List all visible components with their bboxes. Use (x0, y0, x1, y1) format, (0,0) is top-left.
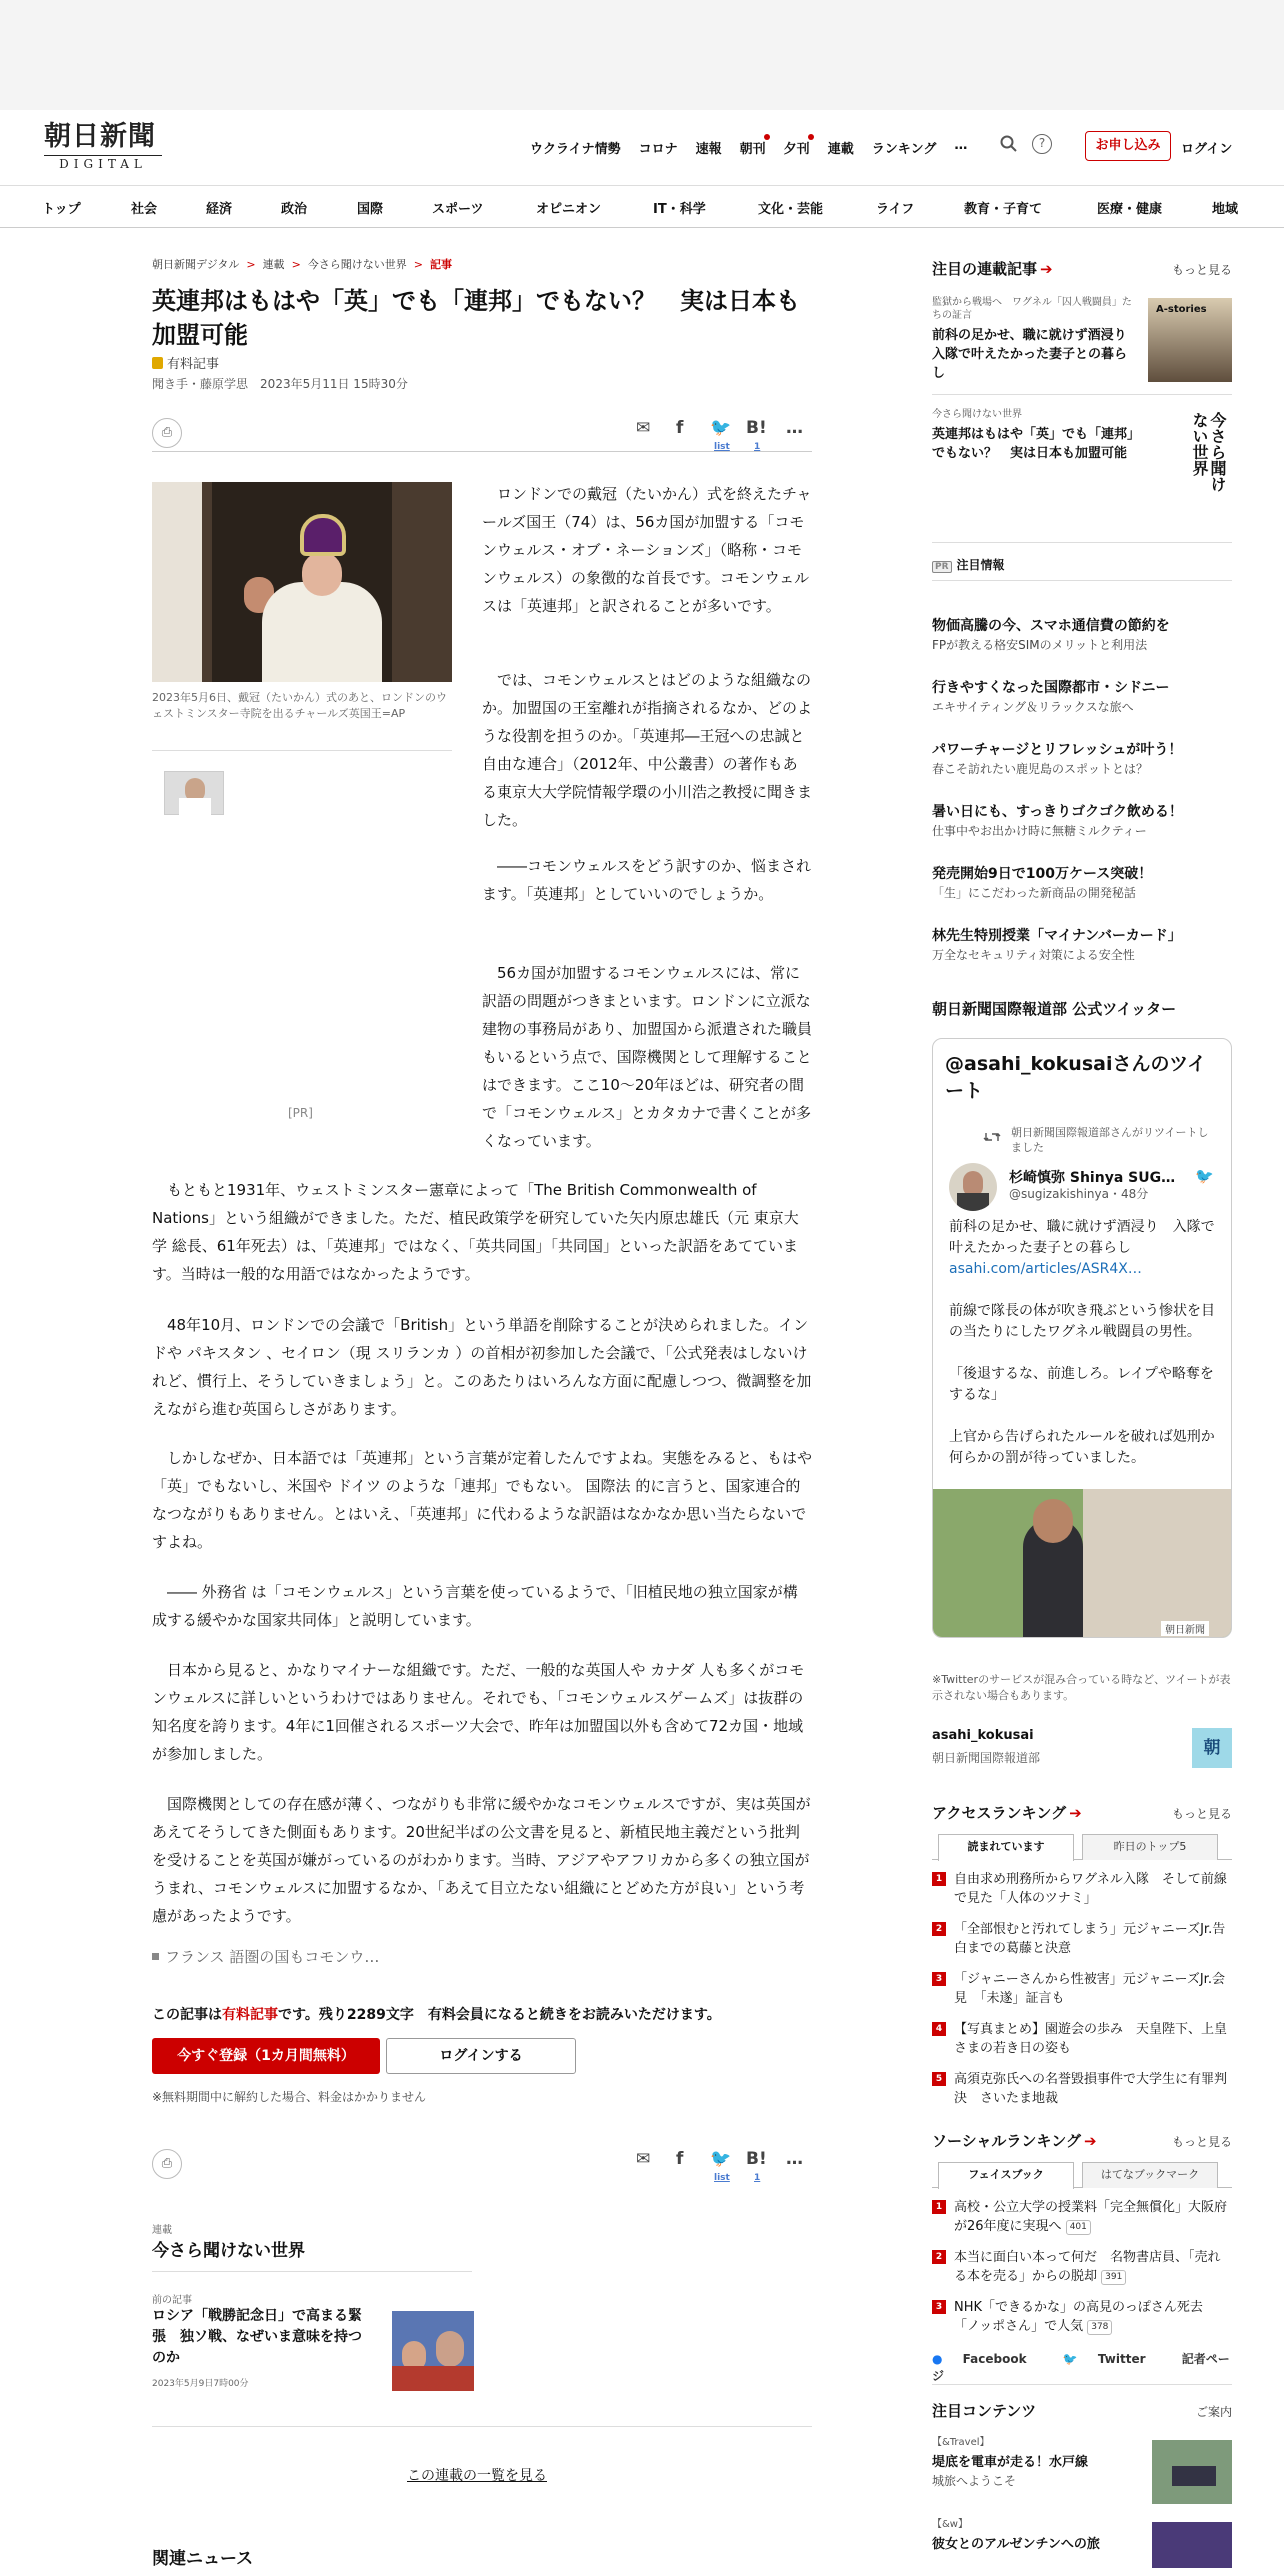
author-link[interactable]: 藤原学思 (200, 377, 249, 391)
ranking-title: NHK「できるかな」の高見のっぽさん死去 「ノッポさん」で人気 (954, 2300, 1216, 2334)
article-paragraph: 48年10月、ロンドンでの会議で「British」という単語を削除することが決められました。インドや パキスタン 、セイロン（現 スリランカ ）の首相が初参加した会議で、「公式発表はしないけれど、慣行上、そうしていきましょう」と。このあたりはいろんな方面に配慮しつつ、微調整を加えながら進む英国らしさがあります。 (152, 1316, 812, 1418)
twitter-link-label: Twitter (1097, 2352, 1146, 2366)
article-paragraph: ロンドンでの戴冠（たいかん）式を終えたチャールズ国王（74）は、56カ国が加盟する「コモンウェルス・オブ・ネーションズ」（略称・コモンウェルス）の象徴的な首長です。コモンウェルスは「英連邦」と訳されることが多いです。 (482, 485, 812, 615)
twitter-embed (932, 1038, 1232, 1638)
header-icons (1000, 134, 1052, 154)
hatena-count[interactable]: 1 (754, 2173, 761, 2183)
gate-paid: 有料記事 (222, 2007, 278, 2023)
crumb-home[interactable]: 朝日新聞デジタル (152, 258, 240, 271)
paid-label: 有料記事 (167, 357, 220, 372)
crumb-article: 記事 (430, 258, 452, 271)
twitter-link[interactable]: 🐦 Twitter (1062, 2352, 1146, 2366)
featured-label: 監獄から戦場へ ワグネル「囚人戦闘員」たちの証言 (932, 297, 1132, 321)
chui-label: 注目情報 (956, 558, 1005, 572)
article-paragraph: 56カ国が加盟するコモンウェルスには、常に訳語の問題がつきまといます。ロンドンに立派な建物の事務局があり、加盟国から派遣された職員もいるという点で、国際機関として理解することはできます。ここ10～20年ほどは、研究者の間で「コモンウェルス」とカタカナで書くことが多くなっています。 (482, 964, 813, 1150)
article-paragraph: 日本から見ると、かなりマイナーな組織です。ただ、一般的な英国人や カナダ 人も多くがコモンウェルスに詳しいというわけではありません。それでも、「コモンウェルスゲームズ」は抜群の知名度を誇ります。4年に1回催されるスポーツ大会で、昨年は加盟国以外も含めて72カ国・地域が参加しました。 (152, 1661, 805, 1763)
category-nav (0, 186, 1284, 228)
article-paragraph: しかしなぜか、日本語では「英連邦」という言葉が定着したんですよね。実態をみると、もはや「英」でもないし、米国や ドイツ のような「連邦」でもない。 国際法 的に言うと、国家連合的なつながりもありません。とはいえ、「英連邦」に代わるような訳語はなかなか思い当たらないですよね。 (152, 1449, 813, 1551)
paid-badge (152, 353, 219, 372)
login-button[interactable]: ログインする (386, 2038, 576, 2074)
featured-heading-label: 注目の連載記事 (932, 260, 1038, 278)
featured-heading[interactable] (932, 258, 1053, 279)
tweet-link[interactable]: asahi.com/articles/ASR4X… (949, 1261, 1142, 1277)
register-button[interactable]: 今すぐ登録（1カ月間無料） (152, 2038, 380, 2074)
prev-article-title[interactable]: ロシア「戦勝記念日」で高まる緊張 独ソ戦、なぜいま意味を持つのか (152, 2308, 362, 2366)
ranking-title: 【写真まとめ】園遊会の歩み 天皇陛下、上皇さまの若き日の姿も (954, 2022, 1228, 2056)
twitter-bird-icon[interactable]: 🐦 (1195, 1167, 1214, 1185)
facebook-link-label: Facebook (962, 2352, 1027, 2366)
content-sub: 城旅へようこそ (932, 2474, 1017, 2488)
contents-heading: 注目コンテンツ (932, 2402, 1037, 2420)
cat-society[interactable]: 社会 (131, 202, 158, 217)
content-title: 彼女とのアルゼンチンへの旅 (932, 2537, 1100, 2552)
share-count: 401 (1066, 2220, 1091, 2235)
pr-sub: 「生」にこだわった新商品の開発秘話 (932, 886, 1136, 900)
social-tabs (932, 2162, 1232, 2188)
pr-item[interactable] (932, 678, 1232, 716)
twitter-icon[interactable]: 🐦 (710, 2149, 732, 2169)
tab-facebook[interactable]: フェイスブック (938, 2162, 1074, 2189)
pr-title: 暑い日にも、すっきりゴクゴク飲める！ (932, 804, 1183, 820)
series-label: 連載 (152, 2225, 172, 2236)
print-icon[interactable]: ⎙ (152, 2149, 182, 2179)
pr-title: 行きやすくなった国際都市・シドニー (932, 680, 1170, 696)
more-share-icon[interactable]: … (786, 418, 803, 438)
byline-label: 聞き手・ (152, 377, 201, 391)
search-icon[interactable] (1000, 135, 1018, 153)
content-image (1152, 2522, 1232, 2568)
article-paragraph: では、コモンウェルスとはどのような組織なのか。加盟国の王室離れが指摘されるなか、どのような役割を担うのか。「英連邦―王冠への忠誠と自由な連合」（2012年、中公叢書）の著作もある東京大大学院情報学環の小川浩之教授に聞きました。 (482, 671, 813, 829)
article-paragraph: もともと1931年、ウェストミンスター憲章によって「The British Commonwealth of Nations」という組織ができました。ただ、植民政策学を研究していた矢内原忠雄氏（元 東京大学 総長、61年死去）は、「英連邦」ではなく、「英共同国」「共同国」といった訳語をあてています。当時は一般的な用語ではなかったようです。 (152, 1181, 799, 1283)
share-count: 391 (1101, 2270, 1126, 2285)
retweet-icon (983, 1131, 1001, 1143)
tweet-text: 前線で隊長の体が吹き飛ぶという惨状を目の当たりにしたワグネル戦闘員の男性。 (949, 1303, 1215, 1340)
featured-item[interactable] (932, 296, 1232, 383)
ranking-title: 高須克弥氏への名誉毀損事件で大学生に有罪判決 さいたま地裁 (954, 2072, 1228, 2106)
arrow-right-icon: ➔ (1069, 1804, 1082, 1822)
share-list-link[interactable]: list (714, 2173, 730, 2183)
logo[interactable] (44, 121, 168, 171)
hatena-icon[interactable]: B! (746, 2149, 767, 2169)
pr-sub: エキサイティング＆リラックスな旅へ (932, 700, 1134, 714)
top-ad-banner (0, 0, 1284, 110)
ranking-title: 自由求め刑務所からワグネル入隊 そして前線で見た「人体のツナミ」 (954, 1872, 1227, 1906)
pr-item[interactable] (932, 802, 1232, 840)
featured-image (1148, 408, 1232, 492)
tweet-text: 前科の足かせ、職に就けず酒浸り 入隊で叶えたかった妻子との暮らし (949, 1219, 1215, 1256)
hatena-icon[interactable]: B! (746, 418, 767, 438)
tab-most-read[interactable]: 読まれています (938, 1834, 1074, 1861)
pr-sub: 仕事中やお出かけ時に無糖ミルクティー (932, 824, 1147, 838)
featured-more[interactable]: もっと見る (1171, 263, 1232, 277)
tweet-text: 「後退するな、前進しろ。レイプや略奪をするな」 (949, 1366, 1214, 1403)
share-count: 378 (1087, 2320, 1112, 2335)
nav-breaking[interactable]: 速報 (695, 142, 722, 157)
featured-image (1148, 298, 1232, 382)
cat-region[interactable]: 地域 (1212, 202, 1239, 217)
twitter-heading: 朝日新聞国際報道部 公式ツイッター (932, 1000, 1177, 1018)
content-label: 【&w】 (932, 2519, 968, 2530)
subscribe-button[interactable]: お申し込み (1085, 131, 1171, 161)
nav-ranking[interactable]: ランキング (871, 142, 937, 157)
truncated-text (152, 1943, 812, 1979)
article-title: 英連邦はもはや「英」でも「連邦」でもない？ 実は日本も加盟可能 (152, 287, 800, 349)
share-bar-bottom (152, 2141, 812, 2191)
breadcrumb: 朝日新聞デジタル > 連載 > 今さら聞けない世界 > 記事 (152, 258, 452, 271)
account-sub: 朝日新聞国際報道部 (932, 1751, 1041, 1765)
more-share-icon[interactable]: … (786, 2149, 803, 2169)
tweet-body (949, 1217, 1219, 1469)
related-news-heading: 関連ニュース (152, 2544, 812, 2568)
ranking-title: 「全部恨むと汚れてしまう」元ジャニーズJr.告白までの葛藤と決意 (954, 1922, 1226, 1956)
content-image (1152, 2440, 1232, 2504)
account-name: asahi_kokusai (932, 1728, 1034, 1743)
cat-top[interactable]: トップ (42, 202, 81, 217)
tab-hatena[interactable]: はてなブックマーク (1082, 2162, 1218, 2188)
content-item[interactable] (932, 2518, 1232, 2554)
ranking-title: 「ジャニーさんから性被害」元ジャニーズJr.会見 「未遂」証言も (954, 1972, 1225, 2006)
pr-item[interactable] (932, 740, 1232, 778)
social-more[interactable]: もっと見る (1171, 2135, 1232, 2149)
photo-caption: 2023年5月6日、戴冠（たいかん）式のあと、ロンドンのウェストミンスター寺院を出るチャールズ英国王=AP (152, 691, 447, 720)
article-paragraph: 国際機関としての存在感が薄く、つながりも非常に緩やかなコモンウェルスですが、実は英国があえてそうしてきた側面もあります。20世紀半ばの公文書を見ると、新植民地主義だという批判を受けることを英国が嫌がっているのがわかります。当時、アジアやアフリカから多くの独立国がうまれ、コモンウェルスに加盟するなか、「あえて目立たない組織にとどめた方が良い」という考慮があったようです。 (152, 1795, 811, 1925)
mail-icon[interactable]: ✉ (636, 2149, 651, 2169)
facebook-icon[interactable]: f (676, 2149, 684, 2169)
cat-sports[interactable]: スポーツ (432, 202, 484, 217)
article-date: 2023年5月11日 15時30分 (260, 377, 408, 391)
cat-politics[interactable]: 政治 (281, 202, 308, 217)
author-photo[interactable] (164, 771, 224, 815)
tweet-handle: @sugizakishinya・48分 (1009, 1187, 1149, 1201)
top-nav (530, 138, 985, 157)
pr-title: 林先生特別授業「マイナンバーカード」 (932, 928, 1182, 944)
featured-item[interactable] (932, 408, 1232, 492)
access-ranking-heading[interactable] (932, 1802, 1082, 1823)
featured-title: 英連邦はもはや「英」でも「連邦」でもない？ 実は日本も加盟可能 (932, 427, 1134, 461)
facebook-icon[interactable]: f (676, 418, 684, 438)
byline (152, 375, 408, 392)
twitter-account[interactable] (932, 1728, 1232, 1766)
pr-sub: 春こそ訪れたい鹿児島のスポットとは？ (932, 762, 1149, 776)
article-photo[interactable] (152, 482, 452, 682)
pr-title: パワーチャージとリフレッシュが叶う！ (932, 742, 1183, 758)
prev-label: 前の記事 (152, 2295, 192, 2306)
share-list-link[interactable]: list (714, 442, 730, 452)
featured-label: 今さら聞けない世界 (932, 409, 1022, 420)
tweet-author[interactable]: 杉崎慎弥 Shinya SUG… (1009, 1170, 1176, 1186)
pr-badge: PR (932, 561, 952, 573)
hatena-count[interactable]: 1 (754, 442, 761, 452)
arrow-right-icon: ➔ (1040, 260, 1053, 278)
article-paragraph: ―― 外務省 は「コモンウェルス」という言葉を使っているようで、「旧植民地の独立国家が構成する緩やかな国家共同体」と説明しています。 (152, 1583, 798, 1629)
twitter-icon[interactable]: 🐦 (710, 418, 732, 438)
cat-education[interactable]: 教育・子育て (964, 202, 1043, 217)
nav-evening[interactable]: 夕刊 (784, 138, 810, 157)
contents-more[interactable]: ご案内 (1195, 2405, 1232, 2419)
content-title: 堤底を電車が走る！水戸線 (932, 2455, 1089, 2470)
astories-label: A-stories (1156, 304, 1207, 315)
social-ranking-heading[interactable] (932, 2130, 1097, 2151)
chui-heading (932, 556, 1005, 573)
asahi-badge-icon: 朝 (1192, 1728, 1232, 1768)
access-ranking-label: アクセスランキング (932, 1804, 1067, 1822)
nav-more[interactable]: … (954, 138, 968, 153)
arrow-right-icon: ➔ (1083, 2132, 1097, 2150)
crumb-series[interactable]: 連載 (262, 258, 285, 271)
cat-life[interactable]: ライフ (876, 202, 915, 217)
pr-label: [PR] (288, 1106, 313, 1120)
pr-item[interactable] (932, 616, 1232, 654)
twitter-note: ※Twitterのサービスが混み合っている時など、ツイートが表示されない場合もあります。 (932, 1673, 1231, 1702)
avatar[interactable] (949, 1163, 997, 1211)
social-ranking-label: ソーシャルランキング (932, 2132, 1081, 2150)
nav-ukraine[interactable]: ウクライナ情勢 (530, 142, 621, 157)
crumb-world[interactable]: 今さら聞けない世界 (307, 258, 407, 271)
tweet-image-label: 朝日新聞 (1161, 1621, 1209, 1636)
series-title[interactable]: 今さら聞けない世界 (152, 2241, 305, 2261)
featured-image-text: 今さら聞けない世界 (1190, 412, 1227, 492)
logo-subtitle: DIGITAL (44, 155, 162, 171)
nav-series[interactable]: 連載 (827, 142, 854, 157)
gate-pre: この記事は (152, 2007, 222, 2023)
tab-yesterday-top5[interactable]: 昨日のトップ5 (1082, 1834, 1218, 1860)
cat-culture[interactable]: 文化・芸能 (758, 202, 824, 217)
tweets-heading[interactable]: @asahi_kokusaiさんのツイート (945, 1053, 1207, 1102)
retweet-note: 朝日新聞国際報道部さんがリツイートしました (1011, 1126, 1209, 1154)
content-item[interactable] (932, 2436, 1232, 2490)
paywall-message (152, 2004, 721, 2024)
pr-item[interactable] (932, 864, 1232, 902)
cat-opinion[interactable]: オピニオン (536, 202, 602, 217)
article-paragraph: ――コモンウェルスをどう訳すのか、悩まされます。「英連邦」としていいのでしょうか。 (482, 857, 811, 903)
reporter-page-link[interactable]: 記者ページ (932, 2352, 1230, 2383)
facebook-link[interactable]: ● Facebook (932, 2352, 1027, 2366)
lock-icon (152, 357, 163, 369)
ranking-title: 本当に面白い本って何だ 名物書店員、「売れる本を売る」からの脱却 (954, 2250, 1221, 2284)
content-label: 【&Travel】 (932, 2437, 990, 2448)
help-icon[interactable]: ? (1032, 134, 1052, 154)
prev-article-image[interactable] (392, 2311, 474, 2391)
pr-title: 物価高騰の今、スマホ通信費の節約を (932, 618, 1170, 634)
access-more[interactable]: もっと見る (1171, 1807, 1232, 1821)
free-note: ※無料期間中に解約した場合、料金はかかりません (152, 2090, 427, 2104)
tweet-text: 上官から告げられたルールを破れば処刑か何らかの罰が待っていました。 (949, 1429, 1215, 1466)
cat-health[interactable]: 医療・健康 (1097, 202, 1163, 217)
cat-international[interactable]: 国際 (357, 202, 384, 217)
site-header (0, 110, 1284, 186)
share-bar (152, 410, 812, 452)
print-icon[interactable]: ⎙ (152, 418, 182, 448)
social-links (932, 2350, 1232, 2384)
cat-it-science[interactable]: IT・科学 (653, 202, 706, 217)
pr-sub: FPが教える格安SIMのメリットと利用法 (932, 638, 1148, 652)
pr-title: 発売開始9日で100万ケース突破！ (932, 866, 1153, 882)
featured-title: 前科の足かせ、職に就けず酒浸り 入隊で叶えたかった妻子との暮らし (932, 328, 1140, 381)
gate-post: です。残り2289文字 有料会員になると続きをお読みいただけます。 (278, 2007, 721, 2023)
access-tabs (932, 1834, 1232, 1860)
cat-economy[interactable]: 経済 (206, 202, 233, 217)
mail-icon[interactable]: ✉ (636, 418, 651, 438)
prev-article-date: 2023年5月9日7時00分 (152, 2379, 249, 2389)
ranking-title: 高校・公立大学の授業料「完全無償化」大阪府が26年度に実現へ (954, 2200, 1228, 2234)
pr-sub: 万全なセキュリティ対策による安全性 (932, 948, 1135, 962)
nav-morning[interactable]: 朝刊 (740, 138, 766, 157)
series-list-link[interactable]: この連載の一覧を見る (407, 2468, 547, 2484)
nav-corona[interactable]: コロナ (638, 142, 678, 157)
tweet-image[interactable] (933, 1489, 1232, 1638)
truncated-text-label: フランス 語圏の国もコモンウ… (165, 1948, 380, 1966)
logo-title: 朝日新聞 (44, 121, 156, 152)
pr-item[interactable] (932, 926, 1232, 964)
login-link[interactable]: ログイン (1181, 142, 1233, 157)
